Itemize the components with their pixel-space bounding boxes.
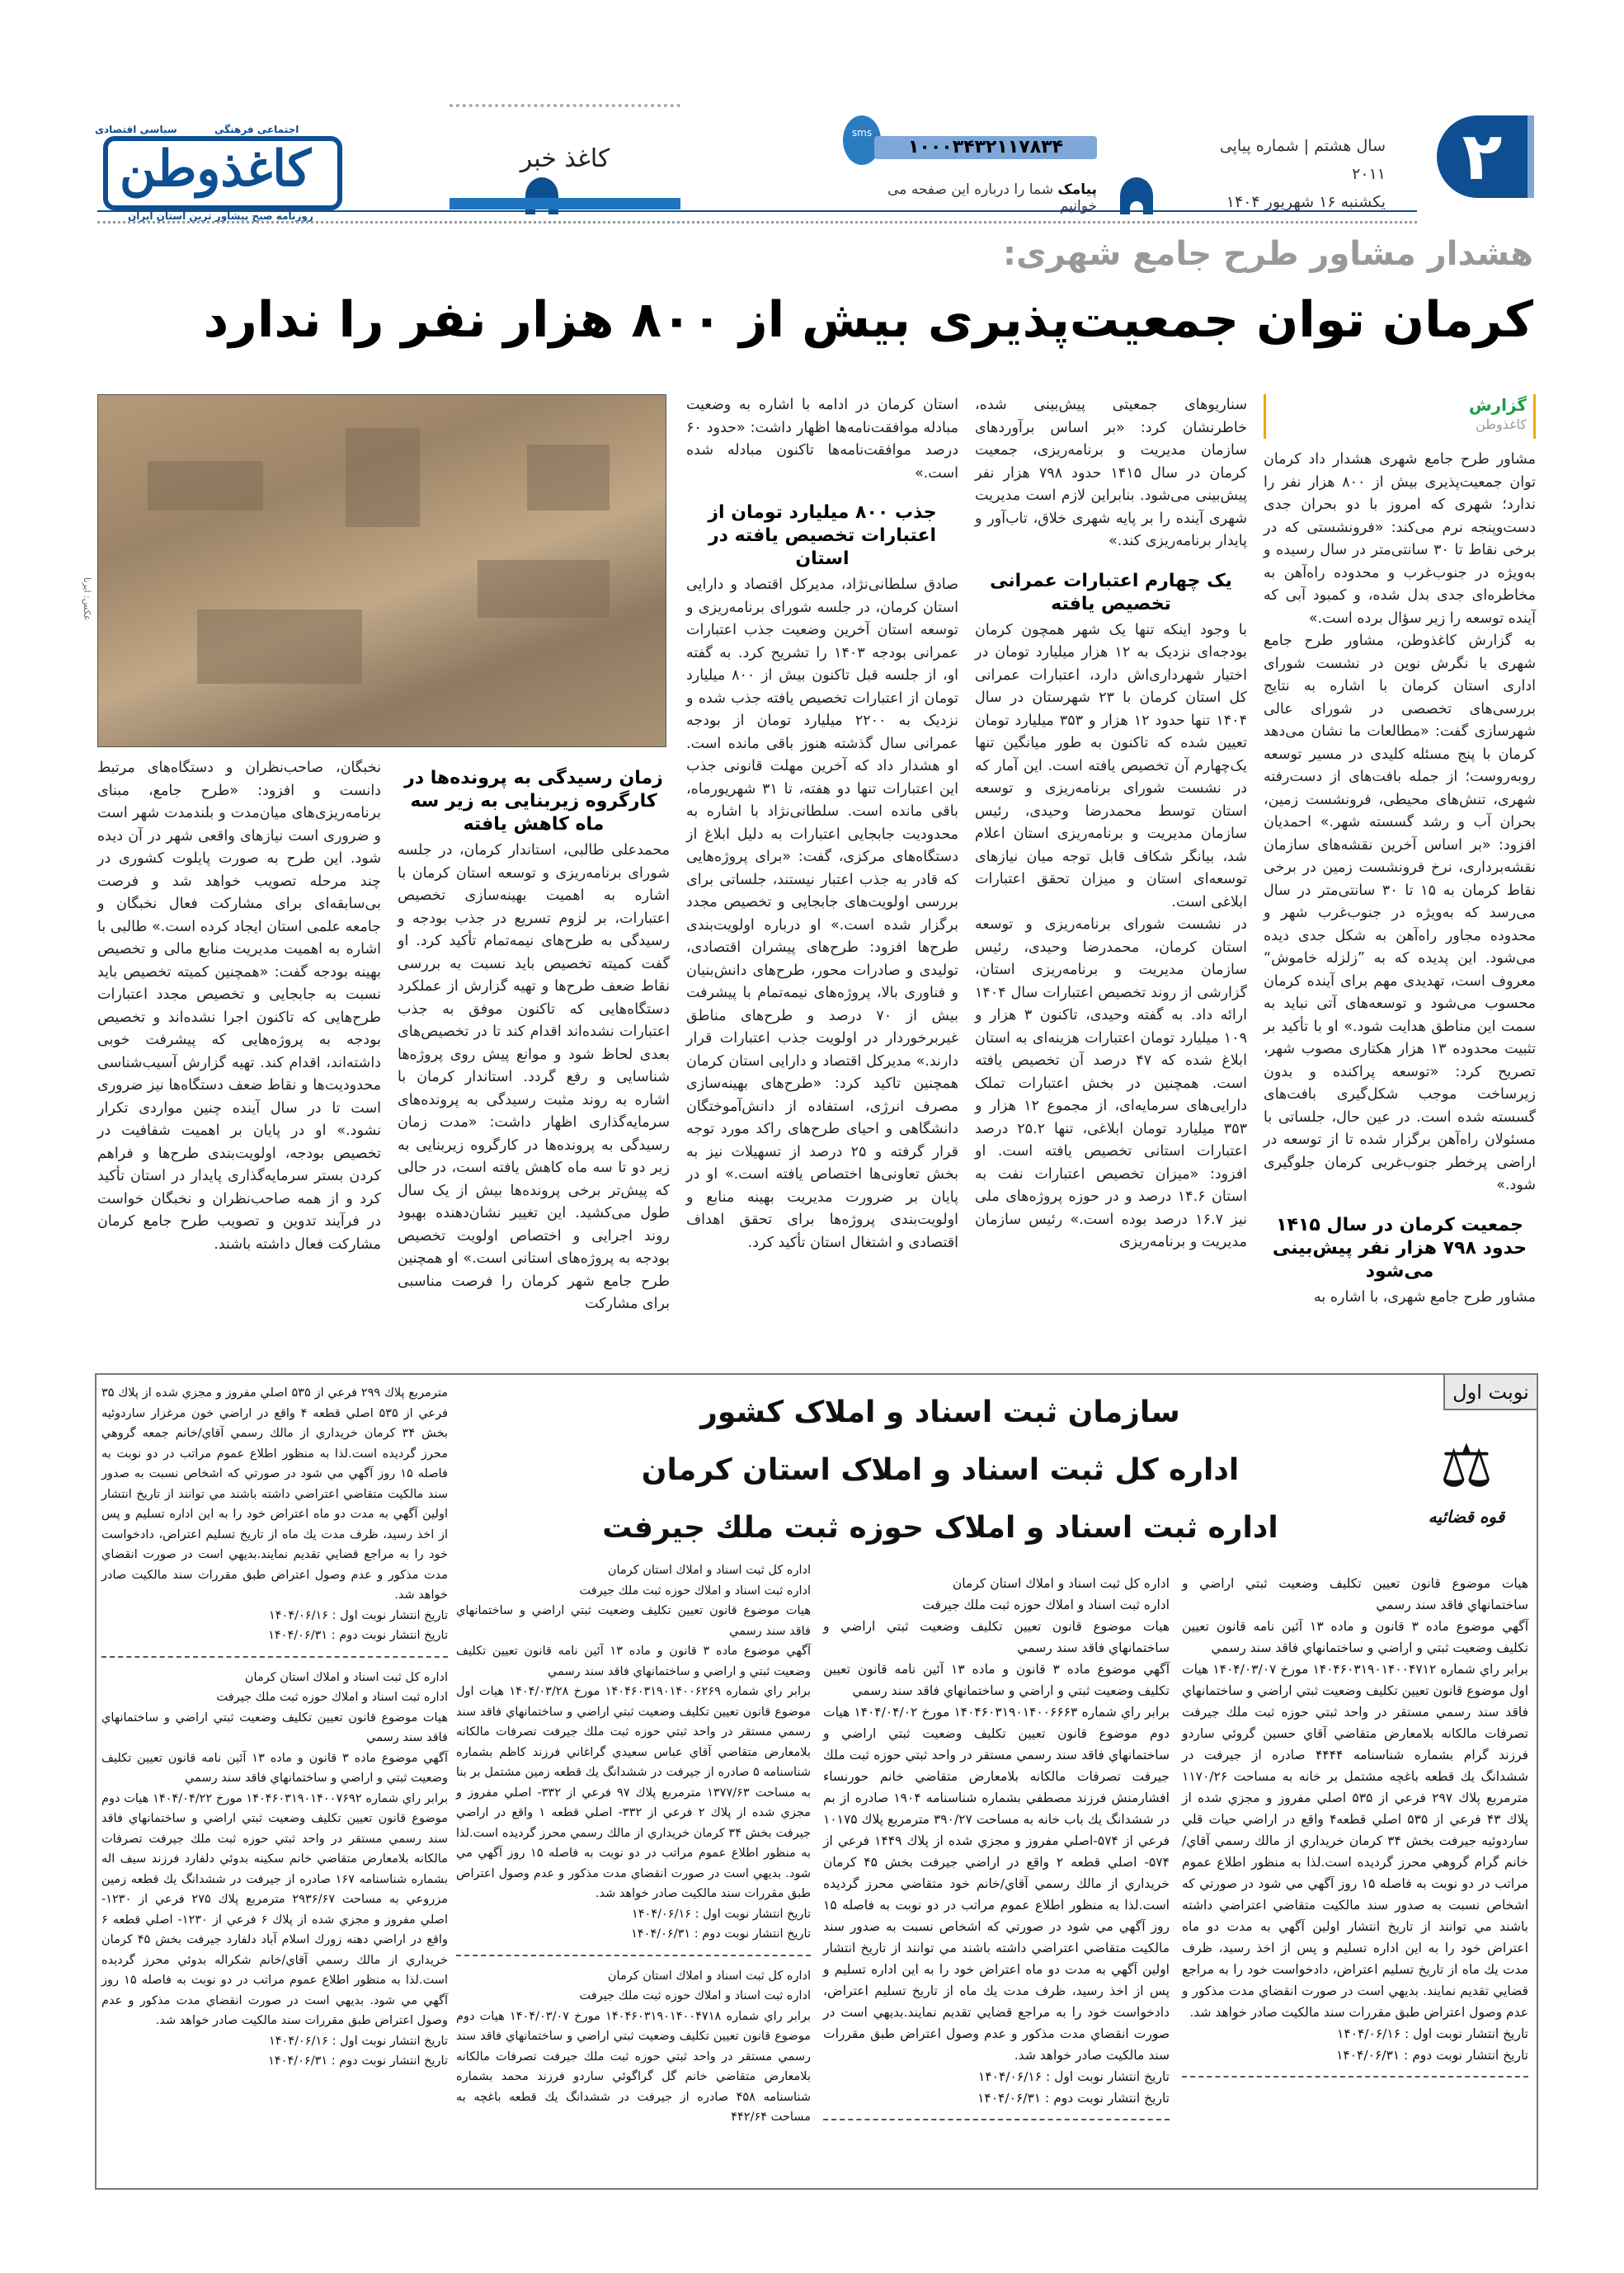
paragraph: هيات موضوع قانون تعيين تكليف وضعيت ثبتي اراضي و ساختمانهاي فاقد سند رسمي	[456, 1604, 811, 1638]
subheading: جمعیت کرمان در سال ۱۴۱۵ حدود ۷۹۸ هزار نفر پیش‌بینی می‌شود	[1272, 1214, 1528, 1282]
paragraph: هيات موضوع قانون تعيين تكليف وضعيت ثبتي اراضي و ساختمانهاي فاقد سند رسمي	[101, 1711, 448, 1744]
publication-date: تاريخ انتشار نوبت دوم : ۱۴۰۴/۰۶/۳۱	[631, 1927, 811, 1941]
notice-separator	[101, 1656, 448, 1658]
publication-date: تاريخ انتشار نوبت اول : ۱۴۰۴/۰۶/۱۶	[631, 1907, 811, 1921]
paragraph: اداره كل ثبت اسناد و املاك استان كرمان	[244, 1670, 448, 1684]
logo-tag-left: سیاسی اقتصادی	[95, 124, 177, 135]
article-column-1	[1264, 394, 1536, 1309]
first-round-badge: نوبت اول	[1443, 1373, 1538, 1410]
article-column-1-body	[1264, 449, 1536, 1309]
notice-separator	[823, 2119, 1170, 2120]
emblem-caption: قوه قضائیه	[1428, 1507, 1505, 1527]
notice-separator	[456, 1955, 811, 1956]
ad-title-3: اداره ثبت اسناد و املاک حوزه ثبت ملك جيرفت	[602, 1511, 1278, 1545]
logo-name: کاغذوطن	[120, 140, 312, 198]
notice-column-3	[456, 1560, 811, 2128]
paragraph: در نشست شورای برنامه‌ریزی و توسعه استان کرمان، محمدرضا وحیدی، رئیس سازمان مدیریت و برنامه‌ریزی استان، گزارشی از روند تخصیص اعتبارات سال ۱۴۰۴ ارائه داد. به گفته وحیدی، تاکنون ۳ هزار و ۱۰۹ میلیارد تومان اعتبارات هزینه‌ای به استان ابلاغ شده که ۴۷ درصد آن تخصیص یافته است. همچنین در بخش اعتبارات تملک دارایی‌های سرمایه‌ای، از مجموع ۱۲ هزار و ۳۵۳ میلیارد تومان ابلاغی، تنها ۲۵.۲ درصد اعتبارات استانی تخصیص یافته است. او افزود: «میزان تخصیص اعتبارات نفت به استان ۱۴.۶ درصد و در حوزه پروژه‌های ملی نیز ۱۶.۷ درصد بوده است.» رئیس سازمان مدیریت و برنامه‌ریزی	[975, 916, 1248, 1250]
section-title: کاغذ خبر	[520, 144, 610, 173]
publication-date: تاريخ انتشار نوبت اول : ۱۴۰۴/۰۶/۱۶	[1337, 2026, 1528, 2041]
sms-box	[850, 128, 1097, 161]
report-label-box	[1264, 394, 1536, 439]
ad-title-1: سازمان ثبت اسناد و املاک کشور	[700, 1395, 1180, 1429]
paragraph: آگهي موضوع ماده ۳ قانون و ماده ۱۳ آئين نامه قانون تعيين تكليف وضعيت ثبتي و اراضي و ساختمانهاي فاقد سند رسمي	[1182, 1619, 1528, 1655]
aerial-photo-kerman	[97, 394, 666, 747]
issue-date: یکشنبه ۱۶ شهریور ۱۴۰۴	[1226, 193, 1386, 211]
publication-date: تاريخ انتشار نوبت اول : ۱۴۰۴/۰۶/۱۶	[268, 1608, 448, 1622]
report-source: کاغذوطن	[1476, 416, 1527, 432]
notice-column-1	[1182, 1573, 1528, 2087]
main-headline: کرمان توان جمعیت‌پذیری بیش از ۸۰۰ هزار نفر را ندارد	[203, 291, 1533, 349]
sms-number: ۱۰۰۰۳۴۳۲۱۱۷۸۳۴	[874, 136, 1097, 159]
paragraph: برابر راي شماره ۱۴۰۴۶۰۳۱۹۰۱۴۰۰۶۲۶۹ مورخ ۱۴۰۴/۰۳/۲۸ هيات اول موضوع قانون تعيين تكليف وضعيت ثبتي اراضي و ساختمانهاي فاقد سند رسمي مستقر در واحد ثبتي حوزه ثبت ملك جيرفت تصرفات مالكانه بلامعارض متقاضي آقاي عباس سعيدي گراغاني فرزند كاظم بشماره شناسنامه ۵ صادره از جيرفت در ششدانگ يك قطعه زمين مشتمل بر بنا به مساحت ۱۳۷۷/۶۳ مترمربع پلاك ۹۷ فرعي از ۳۳۲- اصلي مفروز و مجزي شده از پلاك ۲ فرعي از ۳۳۲- اصلي قطعه ۱ واقع در اراضي جيرفت بخش ۳۴ كرمان خريداري از مالك رسمي محرز گرديده است.لذا به منظور اطلاع عموم مراتب در دو نوبت به فاصله ۱۵ روز آگهي مي شود. بديهي است در صورت انقضاي مدت مذكور و عدم وصول اعتراض طبق مقررات سند مالكيت صادر خواهد شد.	[456, 1685, 812, 1900]
paragraph: اداره كل ثبت اسناد و املاك استان كرمان	[952, 1576, 1170, 1591]
paragraph: صادق سلطانی‌نژاد، مدیرکل اقتصاد و دارایی استان کرمان، در جلسه شورای برنامه‌ریزی و توسعه استان آخرین وضعیت جذب اعتبارات عمرانی بودجه ۱۴۰۳ را تشریح کرد. به گفته او، از جلسه قبل تاکنون بیش از ۸۰۰ میلیارد تومان از اعتبارات تخصیص یافته جذب شده و نزدیک به ۲۲۰۰ میلیارد تومان از بودجه عمرانی سال گذشته هنوز باقی مانده است. او هشدار داد که آخرین مهلت قانونی جذب این اعتبارات تنها دو هفته، تا ۳۱ شهریورماه، باقی مانده است. سلطانی‌نژاد با اشاره به محدودیت جابجایی اعتبارات به دلیل ابلاغ از دستگاه‌های مرکزی، گفت: «برای پروژه‌هایی که قادر به جذب اعتبار نیستند، جلساتی برای بررسی اولویت‌های جابجایی و تخصیص مجدد برگزار شده است.» او درباره اولویت‌بندی طرح‌ها افزود: طرح‌های پیشران اقتصادی، تولیدی و صادرات محور، طرح‌های دانش‌بنیان و فناوری بالا، پروژه‌های نیمه‌تمام با پیشرفت بیش از ۷۰ درصد و طرح‌های مناطق غیربرخوردار در اولویت جذب اعتبارات قرار دارند.» مدیرکل اقتصاد و دارایی استان کرمان همچنین تاکید کرد: «طرح‌های بهینه‌سازی مصرف انرژی، استفاده از دانش‌آموختگان دانشگاهی و احیای طرح‌های راکد مورد توجه قرار گرفته و ۲۵ درصد از تسهیلات نیز به بخش تعاونی‌ها اختصاص یافته است.» او در پایان بر ضرورت مدیریت بهینه منابع و اولویت‌بندی پروژه‌ها برای تحقق اهداف اقتصادی و اشتغال استان تأکید کرد.	[686, 576, 959, 1251]
photo-credit: عکس: ایرنا	[82, 577, 92, 621]
notice-column-2	[823, 1573, 1170, 2130]
logo-subtitle: روزنامه صبح پیشاور ترین استان ایران	[128, 210, 313, 222]
header-rule	[97, 210, 1417, 212]
article-column-2	[975, 394, 1247, 1254]
logo-tag-right: اجتماعی فرهنگی	[214, 124, 299, 135]
publication-date: تاريخ انتشار نوبت دوم : ۱۴۰۴/۰۶/۳۱	[977, 2091, 1170, 2106]
notice-separator	[1182, 2076, 1528, 2078]
paragraph: آگهي موضوع ماده ۳ قانون و ماده ۱۳ آئين نامه قانون تعيين تكليف وضعيت ثبتي و اراضي و ساختمانهاي فاقد سند رسمي	[101, 1751, 449, 1785]
paragraph: مترمربع پلاك ۲۹۹ فرعي از ۵۳۵ اصلي مفروز و مجزي شده از پلاك ۳۵ فرعي از ۵۳۵ اصلي قطعه ۴ واقع در اراضي خون مرغزار ساردوئيه بخش ۳۴ كرمان خريداري از مالك رسمي آقاي/خانم جمعه گروهي محرز گرديده است.لذا به منظور اطلاع عموم مراتب در دو نوبت به فاصله ۱۵ روز آگهي مي شود در صورتي كه اشخاص نسبت به صدور سند مالكيت متقاضي اعتراضي داشته باشند مي توانند از تاريخ انتشار اولين آگهي به مدت دو ماه اعتراض خود را به اين اداره تسليم و پس از اخذ رسيد، ظرف مدت يك ماه از تاريخ تسليم اعتراض، دادخواست خود را به مراجع قضايي تقديم نمايند.بديهي است در صورت انقضاي مدت مذكور و عدم وصول اعتراض طبق مقررات سند مالكيت صادر خواهد شد.	[101, 1386, 448, 1602]
publication-date: تاريخ انتشار نوبت دوم : ۱۴۰۴/۰۶/۳۱	[268, 2054, 448, 2068]
paragraph: مشاور طرح جامع شهری، با اشاره به	[1314, 1288, 1536, 1306]
flower-ornament-icon	[1116, 169, 1157, 214]
paragraph: اداره ثبت اسناد و املاك حوزه ثبت ملك جيرفت	[216, 1691, 448, 1704]
paragraph: اداره كل ثبت اسناد و املاك استان كرمان	[607, 1564, 811, 1577]
paragraph: استان کرمان در ادامه با اشاره به وضعیت مبادله موافقت‌نامه‌ها اظهار داشت: «حدود ۶۰ درصد موافقت‌نامه‌ها تاکنون مبادله شده است.»	[686, 397, 958, 482]
section-divider	[450, 104, 680, 107]
sms-caption-text: شما را درباره این صفحه می خوانیم	[887, 181, 1097, 214]
subheading: جذب ۸۰۰ میلیارد تومان از اعتبارات تخصیص یافته در استان	[708, 502, 937, 569]
newspaper-logo	[95, 107, 441, 222]
paragraph: آگهي موضوع ماده ۳ قانون و ماده ۱۳ آئين نامه قانون تعيين تكليف وضعيت ثبتي و اراضي و ساختمانهاي فاقد سند رسمي	[456, 1645, 812, 1678]
paragraph: محمدعلی طالبی، استاندار کرمان، در جلسه شورای برنامه‌ریزی و توسعه استان کرمان با اشاره به اهمیت بهینه‌سازی تخصیص اعتبارات، بر لزوم تسریع در جذب بودجه و رسیدگی به طرح‌های نیمه‌تمام تأکید کرد. او گفت کمیته تخصیص باید نسبت به بررسی نقاط ضعف طرح‌ها و تهیه گزارش از عملکرد دستگاه‌هایی که تاکنون موفق به جذب اعتبارات نشده‌اند اقدام کند تا در تخصیص‌های بعدی لحاظ شود و موانع پیش روی پروژه‌ها شناسایی و رفع گردد. استاندار کرمان با اشاره به روند مثبت رسیدگی به پرونده‌های سرمایه‌گذاری اظهار داشت: «مدت زمان رسیدگی به پرونده‌ها در کارگروه زیربنایی به زیر دو تا سه ماه کاهش یافته است، در حالی که پیش‌تر برخی پرونده‌ها بیش از یک سال طول می‌کشید. این تغییر نشان‌دهنده بهبود روند اجرایی و اختصاص اولویت تخصیص بودجه به پروژه‌های استانی است.» او همچنین طرح جامع شهر کرمان را فرصت مناسبی برای مشارکت	[398, 842, 670, 1312]
paragraph: برابر راي شماره ۱۴۰۴۶۰۳۱۹۰۱۴۰۰۴۷۱۸ مورخ ۱۴۰۴/۰۳/۰۷ هيات دوم موضوع قانون تعيين تكليف وضعيت ثبتي اراضي و ساختمانهاي فاقد سند رسمي مستقر در واحد ثبتي حوزه ثبت ملك جيرفت تصرفات مالكانه بلامعارض متقاضي خانم گل گراگوئي ساردو فرزند محمد بشماره شناسنامه ۴۵۸ صادره از جيرفت در ششدانگ يك قطعه باغچه به مساحت ۴۴۲/۶۴	[456, 2009, 811, 2124]
judiciary-emblem	[1425, 1424, 1508, 1556]
publication-date: تاريخ انتشار نوبت دوم : ۱۴۰۴/۰۶/۳۱	[1336, 2048, 1528, 2063]
paragraph: نخبگان، صاحب‌نظران و دستگاه‌های مرتبط دانست و افزود: «طرح جامع، مبنای برنامه‌ریزی‌های میان‌مدت و بلندمدت شهر است و ضروری است نیازهای واقعی شهر در آن دیده شود. این طرح به صورت پایلوت کشوری در چند مرحله تصویب خواهد شد و فرصت بی‌سابقه‌ای برای مشارکت فعال نخبگان و جامعه علمی استان ایجاد کرده است.» طالبی با اشاره به اهمیت مدیریت منابع مالی و تخصیص بهینه بودجه گفت: «همچنین کمیته تخصیص باید نسبت به جابجایی و تخصیص مجدد اعتبارات طرح‌هایی که تاکنون اجرا نشده‌اند و تخصیص بودجه به پروژه‌هایی که پیشرفت خوبی داشته‌اند، اقدام کند. تهیه گزارش آسیب‌شناسی محدودیت‌ها و نقاط ضعف دستگاه‌ها نیز ضروری است تا در سال آینده چنین مواردی تکرار نشود.» او در پایان بر اهمیت شفافیت در تخصیص بودجه، اولویت‌بندی طرح‌ها و فراهم کردن بستر سرمایه‌گذاری پایدار در استان تأکید کرد و از همه صاحب‌نظران و نخبگان خواست در فرآیند تدوین و تصویب طرح جامع کرمان مشارکت فعال داشته باشند.	[97, 760, 381, 1253]
paragraph: مشاور طرح جامع شهری هشدار داد کرمان توان جمعیت‌پذیری بیش از ۸۰۰ هزار نفر را ندارد؛ شهری که امروز با دو بحران جدی دست‌وپنجه نرم می‌کند: «فرونشستی که در برخی نقاط تا ۳۰ سانتی‌متر در سال رسیده و به‌ویژه در جنوب‌غرب و محدوده راه‌آهن به مخاطره‌ای جدی بدل شده، و کمبود آبی که آینده توسعه را زیر سؤال برده است.»	[1264, 451, 1537, 627]
headline-kicker: هشدار مشاور طرح جامع شهری:	[1003, 235, 1533, 273]
paragraph: اداره ثبت اسناد و املاك حوزه ثبت ملك جيرفت	[922, 1598, 1170, 1612]
publication-date: تاريخ انتشار نوبت اول : ۱۴۰۴/۰۶/۱۶	[978, 2069, 1170, 2084]
paragraph: اداره كل ثبت اسناد و املاك استان كرمان	[607, 1969, 811, 1983]
legal-notices-box	[95, 1373, 1538, 2190]
paragraph: با وجود اینکه تنها یک شهر همچون کرمان بودجه‌ای نزدیک به ۱۲ هزار میلیارد تومان در اختیار شهرداری‌اش دارد، اعتبارات عمرانی کل استان کرمان با ۲۳ شهرستان در سال ۱۴۰۴ تنها حدود ۱۲ هزار و ۳۵۳ میلیارد تومان تعیین شده که تاکنون به طور میانگین تنها یک‌چهارم آن تخصیص یافته است. این آمار که در نشست شورای برنامه‌ریزی و توسعه استان توسط محمدرضا وحیدی، رئیس سازمان مدیریت و برنامه‌ریزی استان اعلام شد، بیانگر شکاف قابل توجه میان نیازهای توسعه‌ای استان و میزان تحقق اعتبارات ابلاغی است.	[975, 621, 1248, 911]
notice-column-4	[101, 1383, 448, 2072]
article-column-4	[398, 751, 670, 1316]
ad-title-2: اداره کل ثبت اسناد و املاک استان کرمان	[641, 1453, 1240, 1487]
article-column-5	[97, 757, 381, 1256]
paragraph: آگهي موضوع ماده ۳ قانون و ماده ۱۳ آئين نامه قانون تعيين تكليف وضعيت ثبتي و اراضي و ساختمانهاي فاقد سند رسمي	[823, 1662, 1170, 1698]
issue-info	[1188, 132, 1386, 216]
sms-caption-bold: پیامک	[1057, 181, 1097, 198]
subheading: زمان رسیدگی به پرونده‌ها در کارگروه زیربنایی به زیر سه ماه کاهش یافته	[404, 768, 663, 835]
report-label: گزارش	[1468, 395, 1527, 415]
paragraph: اداره ثبت اسناد و املاك حوزه ثبت ملك جيرفت	[579, 1989, 811, 2002]
sms-caption	[850, 181, 1097, 214]
header-dotted-rule	[97, 221, 1417, 224]
publication-date: تاريخ انتشار نوبت دوم : ۱۴۰۴/۰۶/۳۱	[268, 1629, 448, 1642]
section-bar	[450, 198, 680, 209]
paragraph: هيات موضوع قانون تعيين تكليف وضعيت ثبتي اراضي و ساختمانهاي فاقد سند رسمي	[1182, 1576, 1528, 1612]
subheading: یک چهارم اعتبارات عمرانی تخصیص یافته	[990, 570, 1232, 614]
sms-bubble-icon: sms	[843, 115, 881, 165]
page-number-badge	[1410, 115, 1534, 198]
paragraph: برابر راي شماره ۱۴۰۴۶۰۳۱۹۰۱۴۰۰۴۷۱۲ مورخ ۱۴۰۴/۰۳/۰۷ هيات اول موضوع قانون تعيين تكليف وضعيت ثبتي اراضي و ساختمانهاي فاقد سند رسمي مستقر در واحد ثبتي حوزه ثبت ملك جيرفت تصرفات مالكانه بلامعارض متقاضي آقاي حسين گروئي ساردو فرزند گرام بشماره شناسنامه ۴۴۴۴ صادره از جيرفت در ششدانگ يك قطعه باغچه مشتمل بر خانه به مساحت ۱۱۷۰/۲۶ مترمربع پلاك ۲۹۷ فرعي از ۵۳۵ اصلي مفروز و مجزي شده از پلاك ۴۳ فرعي از ۵۳۵ اصلي قطعه۴ واقع در اراضي حيات قلي ساردوئيه جيرفت بخش ۳۴ كرمان خريداري از مالك رسمي آقاي/خانم گرام گروهي محرز گرديده است.لذا به منظور اطلاع عموم مراتب در دو نوبت به فاصله ۱۵ روز آگهي مي شود در صورتي كه اشخاص نسبت به صدور سند مالكيت متقاضي اعتراضي داشته باشند مي توانند از تاريخ انتشار اولين آگهي به مدت دو ماه اعتراض خود را به اين اداره تسليم و پس از اخذ رسيد، ظرف مدت يك ماه از تاريخ تسليم اعتراض، دادخواست خود را به مراجع قضايي تقديم نمايند. بديهي است در صورت انقضاي مدت مذكور و عدم وصول اعتراض طبق مقررات سند مالكيت صادر خواهد شد.	[1182, 1662, 1529, 2020]
paragraph: هيات موضوع قانون تعيين تكليف وضعيت ثبتي اراضي و ساختمانهاي فاقد سند رسمي	[823, 1619, 1170, 1655]
scales-of-justice-icon: ⚖	[1439, 1431, 1494, 1500]
publication-date: تاريخ انتشار نوبت اول : ۱۴۰۴/۰۶/۱۶	[268, 2034, 448, 2048]
paragraph: اداره ثبت اسناد و املاك حوزه ثبت ملك جيرفت	[579, 1584, 811, 1598]
article-column-3	[686, 394, 958, 1254]
page-number: ۲	[1437, 115, 1528, 198]
paragraph: برابر راي شماره ۱۴۰۴۶۰۳۱۹۰۱۴۰۰۶۶۶۳ مورخ ۱۴۰۴/۰۴/۰۲ هيات دوم موضوع قانون تعيين تكليف وضعيت ثبتي اراضي و ساختمانهاي فاقد سند رسمي مستقر در واحد ثبتي حوزه ثبت ملك جيرفت تصرفات مالكانه بلامعارض متقاضي خانم حورنساء افشارمنش فرزند مصطفي بشماره شناسنامه ۱۹۰۴ صادره از بم در ششدانگ يك باب خانه به مساحت ۳۹۰/۲۷ مترمربع پلاك ۱۰۱۷۵ فرعي از ۵۷۴-اصلي مفروز و مجزي شده از پلاك ۱۴۴۹ فرعي از ۵۷۴- اصلي قطعه ۲ واقع در اراضي جيرفت بخش ۴۵ كرمان خريداري از مالك رسمي آقاي/خانم خود متقاضي محرز گرديده است.لذا به منظور اطلاع عموم مراتب در دو نوبت به فاصله ۱۵ روز آگهي مي شود در صورتي كه اشخاص نسبت به صدور سند مالكيت متقاضي اعتراضي داشته باشند مي توانند از تاريخ انتشار اولين آگهي به مدت دو ماه اعتراض خود را به اين اداره تسليم و پس از اخذ رسيد، ظرف مدت يك ماه از تاريخ تسليم اعتراض، دادخواست خود را به مراجع قضايي تقديم نمايند.بديهي است در صورت انقضاي مدت مذكور و عدم وصول اعتراض طبق مقررات سند مالكيت صادر خواهد شد.	[823, 1705, 1170, 2063]
paragraph: به گزارش کاغذوطن، مشاور طرح جامع شهری با نگرش نوین در نشست شورای اداری استان کرمان با اشاره به نتایج بررسی‌های تخصصی در شورای عالی شهرسازی گفت: «مطالعات ما نشان می‌دهد کرمان با پنج مسئله کلیدی در مسیر توسعه روبه‌روست؛ از جمله بافت‌های از دست‌رفته شهری، تنش‌های محیطی، فرونشست زمین، بحران آب و رشد گسسته شهر.» احمدیان افزود: «بر اساس آخرین نقشه‌های سازمان نقشه‌برداری، نرخ فرونشست زمین در برخی نقاط کرمان به ۱۵ تا ۳۰ سانتی‌متر در سال می‌رسد که به‌ویژه در جنوب‌غرب شهر و محدوده مجاور راه‌آهن به شکل جدی دیده می‌شود. این پدیده که به ”زلزله خاموش“ معروف است، تهدیدی مهم برای آینده کرمان محسوب می‌شود و توسعه‌های آتی نباید به سمت این مناطق هدایت شود.» او با تأکید بر تثبیت محدوده ۱۳ هزار هکتاری مصوب شهر، تصریح کرد: «توسعه پراکنده و بدون زیرساخت موجب شکل‌گیری بافت‌های گسسته شده است. در عین حال، جلساتی با مسئولان راه‌آهن برگزار شده تا از توسعه در اراضی پرخطر جنوب‌غربی کرمان جلوگیری شود.»	[1264, 633, 1537, 1193]
paragraph: سناریوهای جمعیتی پیش‌بینی شده، خاطرنشان کرد: «بر اساس برآوردهای سازمان مدیریت و برنامه‌ریزی، جمعیت کرمان در سال ۱۴۱۵ حدود ۷۹۸ هزار نفر پیش‌بینی می‌شود. بنابراین لازم است مدیریت شهری آینده را بر پایه شهری خلاق، تاب‌آور و پایدار برنامه‌ریزی کند.»	[975, 397, 1248, 549]
issue-number: سال هشتم | شماره پیاپی ۲۰۱۱	[1219, 137, 1386, 183]
paragraph: برابر راي شماره ۱۴۰۴۶۰۳۱۹۰۱۴۰۰۷۶۹۲ مورخ ۱۴۰۴/۰۴/۲۲ هيات دوم موضوع قانون تعيين تكليف وضعيت ثبتي اراضي و ساختمانهاي فاقد سند رسمي مستقر در واحد ثبتي حوزه ثبت ملك جيرفت تصرفات مالكانه بلامعارض متقاضي خانم سكينه بدوئي دلفارد فرزند سيف اله بشماره شناسنامه ۱۶۷ صادره از جيرفت در ششدانگ يك قطعه زمين مزروعي به مساحت ۲۹۳۶/۶۷ مترمربع پلاك ۲۷۵ فرعي از ۱۲۳۰- اصلي مفروز و مجزي شده از پلاك ۶ فرعي از ۱۲۳۰- اصلي قطعه ۶ واقع در اراضي دهنه زورك اسلام آباد دلفارد جيرفت بخش ۴۵ كرمان خريداري از مالك رسمي آقاي/خانم شكراله بدوئي محرز گرديده است.لذا به منظور اطلاع عموم مراتب در دو نوبت به فاصله ۱۵ روز آگهي مي شود. بديهي است در صورت انقضاي مدت مذكور و عدم وصول اعتراض طبق مقررات سند مالكيت صادر خواهد شد.	[101, 1791, 449, 2027]
